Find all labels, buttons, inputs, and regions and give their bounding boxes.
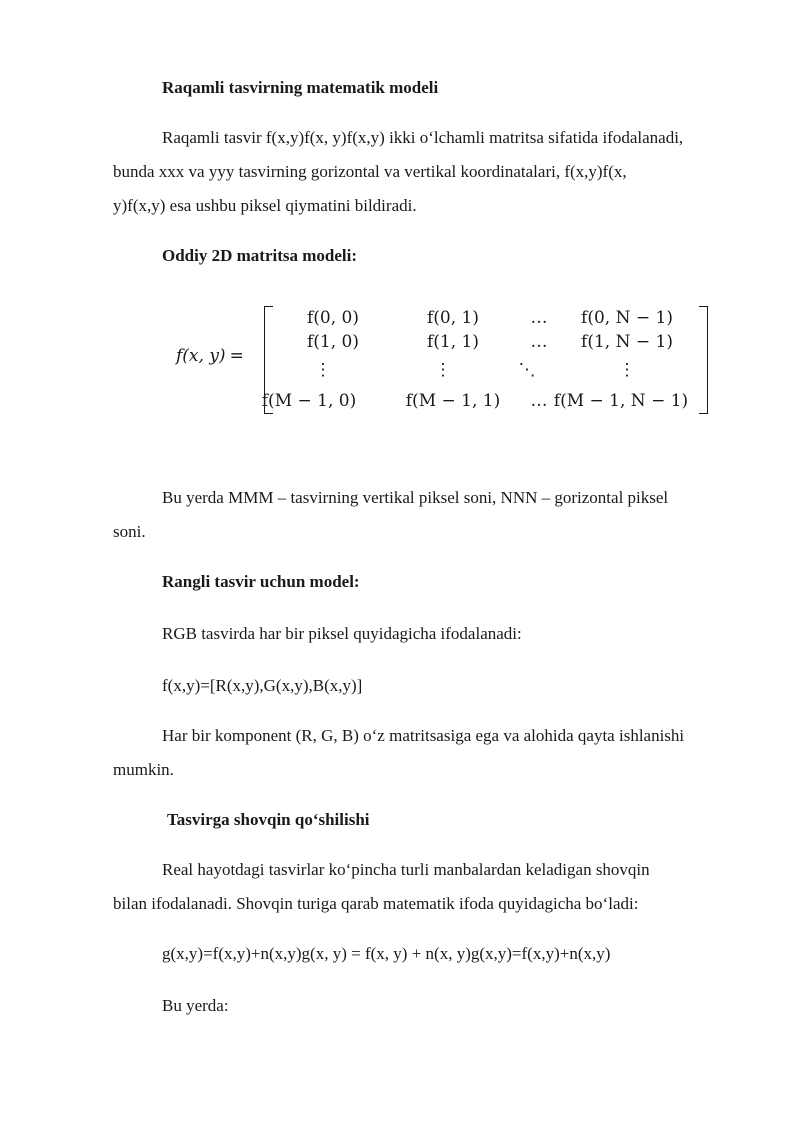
paragraph-line: mumkin. xyxy=(113,760,174,779)
heading-noise: Tasvirga shovqin qoʻshilishi xyxy=(167,810,370,829)
matrix-cell: … xyxy=(530,332,548,352)
formula-rgb: f(x,y)=[R(x,y),G(x,y),B(x,y)] xyxy=(162,676,363,695)
paragraph-line: Real hayotdagi tasvirlar koʻpincha turli manbalardan keladigan shovqin xyxy=(162,860,650,879)
paragraph-rgb-components xyxy=(113,719,753,787)
matrix-cell: … xyxy=(530,308,548,328)
matrix-cell: … xyxy=(530,391,548,411)
matrix-equals-sign: = xyxy=(229,346,244,366)
matrix-cell: f(0, 1) xyxy=(427,308,479,328)
paragraph-line: y)f(x,y) esa ushbu piksel qiymatini bildiradi. xyxy=(113,196,417,215)
paragraph-noise-intro xyxy=(113,853,753,921)
paragraph-matrix-dimensions xyxy=(113,481,753,549)
matrix-cell: f(M − 1, 1) xyxy=(405,391,501,411)
heading-2d-matrix-model: Oddiy 2D matritsa modeli: xyxy=(162,246,358,265)
paragraph-line: Raqamli tasvir f(x,y)f(x, y)f(x,y) ikki oʻlchamli matritsa sifatida ifodalanadi, xyxy=(162,128,684,147)
matrix-cell: ⋱ xyxy=(518,360,536,380)
paragraph-line: Bu yerda MMM – tasvirning vertikal piksel soni, NNN – gorizontal piksel xyxy=(162,488,669,507)
matrix-cell: f(0, 0) xyxy=(307,308,359,328)
matrix-cell: f(1, 0) xyxy=(307,332,359,352)
formula-noise: g(x,y)=f(x,y)+n(x,y)g(x, y) = f(x, y) + n(x, y)g(x,y)=f(x,y)+n(x,y) xyxy=(162,944,611,963)
matrix-cell: f(M − 1, 0) xyxy=(261,391,357,411)
matrix-cell: f(M − 1, N − 1) xyxy=(553,391,689,411)
matrix-cell: f(1, N − 1) xyxy=(581,332,673,352)
matrix-cell: f(1, 1) xyxy=(427,332,479,352)
paragraph-line: Har bir komponent (R, G, B) oʻz matritsasiga ega va alohida qayta ishlanishi xyxy=(162,726,685,745)
matrix-cell: ⋮ xyxy=(434,360,452,380)
heading-color-model: Rangli tasvir uchun model: xyxy=(162,572,360,591)
matrix-equation xyxy=(176,300,716,420)
paragraph-line: bilan ifodalanadi. Shovqin turiga qarab matematik ifoda quyidagicha boʻladi: xyxy=(113,894,639,913)
matrix-lhs-function: f(x, y) xyxy=(176,346,226,366)
matrix-cell: ⋮ xyxy=(314,360,332,380)
heading-digital-image-model: Raqamli tasvirning matematik modeli xyxy=(162,78,439,97)
matrix-cell: ⋮ xyxy=(618,360,636,380)
paragraph-image-definition xyxy=(113,121,753,223)
paragraph-line: soni. xyxy=(113,522,146,541)
matrix-lhs xyxy=(176,346,244,366)
matrix-cell: f(0, N − 1) xyxy=(581,308,673,328)
paragraph-rgb-intro: RGB tasvirda har bir piksel quyidagicha ifodalanadi: xyxy=(162,624,522,643)
paragraph-where: Bu yerda: xyxy=(162,996,229,1015)
paragraph-line: bunda xxx va yyy tasvirning gorizontal va vertikal koordinatalari, f(x,y)f(x, xyxy=(113,162,627,181)
